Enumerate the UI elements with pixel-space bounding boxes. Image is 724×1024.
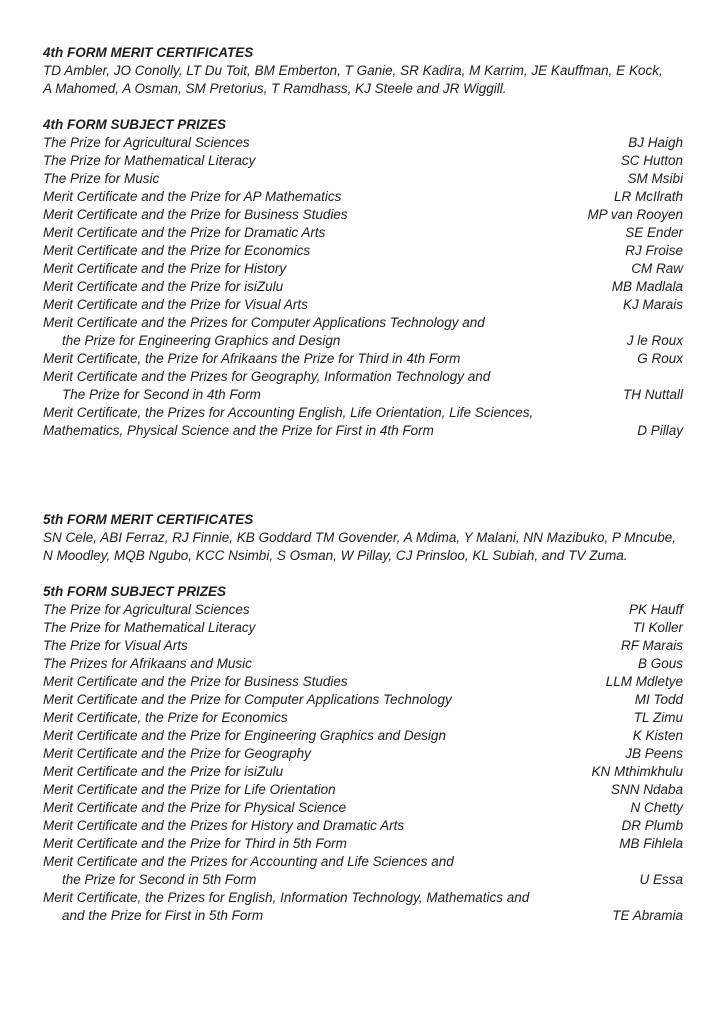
prize-line bbox=[43, 314, 683, 332]
section-heading: 5th FORM SUBJECT PRIZES bbox=[43, 584, 227, 599]
prize-row bbox=[43, 709, 683, 727]
prize-description: Merit Certificate and the Prize for Economics bbox=[43, 243, 311, 258]
prize-description: The Prize for Agricultural Sciences bbox=[43, 135, 250, 150]
prize-line bbox=[43, 224, 683, 242]
prize-line bbox=[43, 601, 683, 619]
prize-description: Merit Certificate and the Prizes for Computer Applications Technology and bbox=[43, 315, 485, 330]
section-form5-subject-prizes bbox=[43, 583, 683, 925]
prize-row bbox=[43, 889, 683, 925]
prize-description: Merit Certificate and the Prize for Third in 5th Form bbox=[43, 836, 347, 851]
prize-description: Merit Certificate and the Prize for Physical Science bbox=[43, 800, 347, 815]
prize-description: Merit Certificate and the Prizes for Geography, Information Technology and bbox=[43, 369, 491, 384]
prize-description: Merit Certificate, the Prizes for Accounting English, Life Orientation, Life Sciences, bbox=[43, 405, 534, 420]
prize-row bbox=[43, 619, 683, 637]
prize-description: The Prizes for Afrikaans and Music bbox=[43, 656, 252, 671]
prize-recipient: SNN Ndaba bbox=[610, 782, 683, 797]
prize-recipient: RJ Froise bbox=[625, 243, 683, 258]
prize-description: Merit Certificate and the Prize for Visual Arts bbox=[43, 297, 308, 312]
prize-row bbox=[43, 134, 683, 152]
prize-description: Merit Certificate and the Prize for Geography bbox=[43, 746, 311, 761]
prize-recipient: TI Koller bbox=[632, 620, 683, 635]
prize-description: The Prize for Music bbox=[43, 171, 160, 186]
prize-line bbox=[43, 655, 683, 673]
prize-line bbox=[43, 817, 683, 835]
merit-names-line: N Moodley, MQB Ngubo, KCC Nsimbi, S Osman, W Pillay, CJ Prinsloo, KL Subiah, and TV Zuma. bbox=[43, 548, 628, 563]
merit-names-paragraph bbox=[43, 529, 683, 565]
prize-row bbox=[43, 835, 683, 853]
prize-line bbox=[43, 763, 683, 781]
prize-recipient: SC Hutton bbox=[620, 153, 683, 168]
prize-line bbox=[43, 368, 683, 386]
prize-row bbox=[43, 404, 683, 440]
prize-recipient: KN Mthimkhulu bbox=[591, 764, 683, 779]
section-form5-merit-certificates bbox=[43, 511, 683, 565]
prize-row bbox=[43, 763, 683, 781]
prize-row bbox=[43, 260, 683, 278]
prize-line bbox=[43, 871, 683, 889]
prize-recipient: SM Msibi bbox=[627, 171, 683, 186]
prize-line bbox=[43, 404, 683, 422]
prize-recipient: K Kisten bbox=[632, 728, 683, 743]
prize-description: Merit Certificate and the Prize for Business Studies bbox=[43, 207, 348, 222]
prize-description: Mathematics, Physical Science and the Prize for First in 4th Form bbox=[43, 423, 434, 438]
prize-row bbox=[43, 637, 683, 655]
prize-line bbox=[43, 673, 683, 691]
section-form4-subject-prizes bbox=[43, 116, 683, 440]
prize-recipient: BJ Haigh bbox=[628, 135, 683, 150]
prize-recipient: TL Zimu bbox=[633, 710, 683, 725]
prize-line bbox=[43, 907, 683, 925]
prize-description: and the Prize for First in 5th Form bbox=[62, 908, 264, 923]
prize-recipient: DR Plumb bbox=[621, 818, 683, 833]
prize-row bbox=[43, 152, 683, 170]
merit-names-line: TD Ambler, JO Conolly, LT Du Toit, BM Emberton, T Ganie, SR Kadira, M Karrim, JE Kauffman, E Kock, bbox=[43, 63, 663, 78]
prize-recipient: MB Madlala bbox=[611, 279, 683, 294]
prize-list bbox=[43, 601, 683, 925]
prize-description: Merit Certificate and the Prize for History bbox=[43, 261, 287, 276]
prize-row bbox=[43, 673, 683, 691]
prize-recipient: JB Peens bbox=[625, 746, 683, 761]
prize-description: the Prize for Second in 5th Form bbox=[62, 872, 257, 887]
section-heading: 4th FORM MERIT CERTIFICATES bbox=[43, 45, 254, 60]
prize-recipient: RF Marais bbox=[620, 638, 683, 653]
prize-recipient: B Gous bbox=[637, 656, 683, 671]
prize-line bbox=[43, 170, 683, 188]
prize-description: Merit Certificate and the Prize for isiZulu bbox=[43, 764, 284, 779]
prize-line bbox=[43, 278, 683, 296]
prize-description: The Prize for Visual Arts bbox=[43, 638, 188, 653]
prize-recipient: J le Roux bbox=[626, 333, 683, 348]
prize-recipient: PK Hauff bbox=[628, 602, 683, 617]
prize-line bbox=[43, 727, 683, 745]
prize-description: Merit Certificate and the Prize for Business Studies bbox=[43, 674, 348, 689]
prize-row bbox=[43, 314, 683, 350]
prize-line bbox=[43, 853, 683, 871]
prize-description: Merit Certificate and the Prize for AP Mathematics bbox=[43, 189, 342, 204]
prize-description: Merit Certificate and the Prize for isiZulu bbox=[43, 279, 284, 294]
prize-description: Merit Certificate and the Prize for Dramatic Arts bbox=[43, 225, 326, 240]
prize-line bbox=[43, 296, 683, 314]
prize-recipient: TE Abramia bbox=[612, 908, 683, 923]
prize-recipient: KJ Marais bbox=[622, 297, 683, 312]
prize-description: Merit Certificate and the Prizes for Accounting and Life Sciences and bbox=[43, 854, 454, 869]
prize-line bbox=[43, 242, 683, 260]
prize-row bbox=[43, 350, 683, 368]
prize-row bbox=[43, 817, 683, 835]
prize-row bbox=[43, 781, 683, 799]
prize-row bbox=[43, 206, 683, 224]
prize-description: Merit Certificate, the Prizes for English, Information Technology, Mathematics and bbox=[43, 890, 530, 905]
prize-row bbox=[43, 278, 683, 296]
prize-description: Merit Certificate and the Prizes for History and Dramatic Arts bbox=[43, 818, 405, 833]
prize-description: Merit Certificate and the Prize for Engineering Graphics and Design bbox=[43, 728, 446, 743]
prize-line bbox=[43, 260, 683, 278]
prize-description: The Prize for Mathematical Literacy bbox=[43, 620, 256, 635]
prize-row bbox=[43, 745, 683, 763]
prize-line bbox=[43, 745, 683, 763]
prize-row bbox=[43, 799, 683, 817]
prize-line bbox=[43, 619, 683, 637]
prize-line bbox=[43, 835, 683, 853]
prize-line bbox=[43, 386, 683, 404]
prize-row bbox=[43, 170, 683, 188]
section-heading: 4th FORM SUBJECT PRIZES bbox=[43, 117, 227, 132]
prize-description: Merit Certificate and the Prize for Life Orientation bbox=[43, 782, 336, 797]
prize-row bbox=[43, 368, 683, 404]
prize-description: The Prize for Agricultural Sciences bbox=[43, 602, 250, 617]
prize-row bbox=[43, 188, 683, 206]
section-heading: 5th FORM MERIT CERTIFICATES bbox=[43, 512, 254, 527]
prize-line bbox=[43, 691, 683, 709]
prize-line bbox=[43, 206, 683, 224]
prize-row bbox=[43, 853, 683, 889]
prize-line bbox=[43, 350, 683, 368]
prize-recipient: TH Nuttall bbox=[622, 387, 683, 402]
merit-names-paragraph bbox=[43, 62, 683, 98]
prize-row bbox=[43, 727, 683, 745]
prize-line bbox=[43, 781, 683, 799]
prize-description: Merit Certificate and the Prize for Computer Applications Technology bbox=[43, 692, 452, 707]
prize-row bbox=[43, 601, 683, 619]
prize-line bbox=[43, 637, 683, 655]
prize-line bbox=[43, 889, 683, 907]
prize-description: The Prize for Second in 4th Form bbox=[62, 387, 261, 402]
prize-line bbox=[43, 134, 683, 152]
prize-line bbox=[43, 152, 683, 170]
prize-recipient: D Pillay bbox=[637, 423, 683, 438]
prize-line bbox=[43, 188, 683, 206]
prize-recipient: CM Raw bbox=[631, 261, 683, 276]
prize-description: Merit Certificate, the Prize for Economics bbox=[43, 710, 288, 725]
prize-line bbox=[43, 709, 683, 727]
prize-recipient: MB Fihlela bbox=[619, 836, 683, 851]
prize-description: the Prize for Engineering Graphics and Design bbox=[62, 333, 341, 348]
prize-list bbox=[43, 134, 683, 440]
prize-description: Merit Certificate, the Prize for Afrikaans the Prize for Third in 4th Form bbox=[43, 351, 461, 366]
prize-row bbox=[43, 691, 683, 709]
prize-recipient: U Essa bbox=[639, 872, 683, 887]
section-form4-merit-certificates bbox=[43, 44, 683, 98]
prize-row bbox=[43, 242, 683, 260]
prize-recipient: LLM Mdletye bbox=[605, 674, 683, 689]
merit-names-line: SN Cele, ABI Ferraz, RJ Finnie, KB Goddard TM Govender, A Mdima, Y Malani, NN Mazibuko, P Mncube, bbox=[43, 530, 676, 545]
merit-names-line: A Mahomed, A Osman, SM Pretorius, T Ramdhass, KJ Steele and JR Wiggill. bbox=[43, 81, 507, 96]
prize-line bbox=[43, 799, 683, 817]
prize-recipient: MP van Rooyen bbox=[587, 207, 683, 222]
prize-line bbox=[43, 332, 683, 350]
prize-recipient: LR McIlrath bbox=[613, 189, 683, 204]
prize-recipient: N Chetty bbox=[630, 800, 683, 815]
prize-row bbox=[43, 655, 683, 673]
prize-recipient: MI Todd bbox=[634, 692, 683, 707]
prize-line bbox=[43, 422, 683, 440]
prize-recipient: G Roux bbox=[637, 351, 683, 366]
prize-recipient: SE Ender bbox=[625, 225, 683, 240]
prize-row bbox=[43, 296, 683, 314]
prize-row bbox=[43, 224, 683, 242]
prize-description: The Prize for Mathematical Literacy bbox=[43, 153, 256, 168]
